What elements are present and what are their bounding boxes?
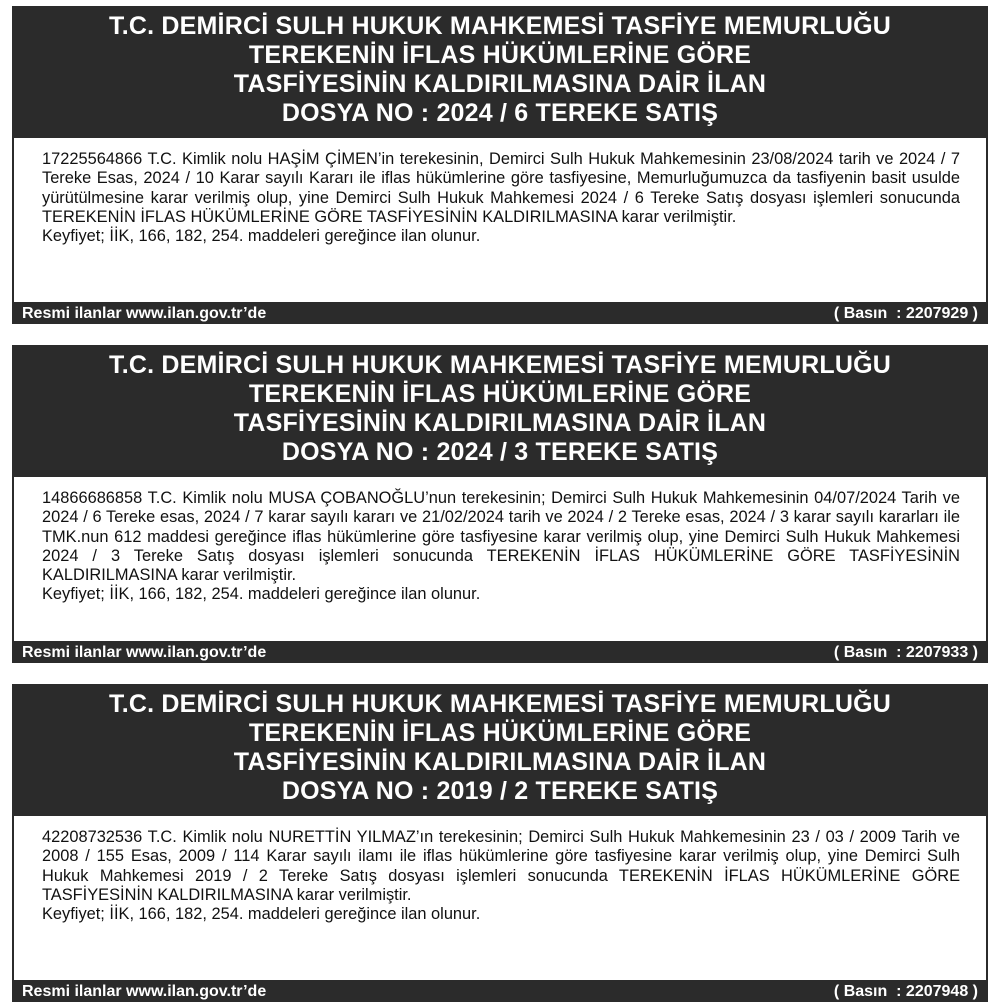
- notice-website-link[interactable]: Resmi ilanlar www.ilan.gov.tr’de: [22, 983, 267, 1000]
- notice-header-subject: TEREKENİN İFLAS HÜKÜMLERİNE GÖRE: [248, 380, 752, 408]
- notice-header-file-no: DOSYA NO : 2024 / 3 TEREKE SATIŞ: [281, 438, 719, 466]
- notice-closing-text: Keyfiyet; İİK, 166, 182, 254. maddeleri gereğince ilan olunur.: [42, 227, 481, 246]
- notice-2: [12, 345, 988, 663]
- notice-website-link[interactable]: Resmi ilanlar www.ilan.gov.tr’de: [22, 305, 267, 322]
- notice-body-text: 42208732536 T.C. Kimlik nolu NURETTİN YILMAZ’ın terekesinin; Demirci Sulh Hukuk Mahkemesinin 23 / 03 / 2009 Tarih ve 2008 / 155 Esas, 2009 / 114 Karar sayılı ilamı ile iflas hükümlerine göre tasfiyesine karar verilmiş olup, yine Demirci Sulh Hukuk Mahkemesi 2019 / 2 Tereke Satış dosyası işlemleri sonucunda TEREKENİN İFLAS HÜKÜMLERİNE GÖRE TASFİYESİNİN KALDIRILMASINA karar verilmiştir.: [42, 828, 960, 904]
- notice-header-title: TASFİYESİNİN KALDIRILMASINA DAİR İLAN: [233, 70, 767, 98]
- notice-header-file-no: DOSYA NO : 2019 / 2 TEREKE SATIŞ: [281, 777, 719, 805]
- notice-closing-text: Keyfiyet; İİK, 166, 182, 254. maddeleri gereğince ilan olunur.: [42, 905, 481, 924]
- notice-body-text: 17225564866 T.C. Kimlik nolu HAŞİM ÇİMEN’in terekesinin, Demirci Sulh Hukuk Mahkemesinin 23/08/2024 tarih ve 2024 / 7 Tereke Esas, 2024 / 10 Karar sayılı Kararı ile iflas hükümlerine göre tasfiyesine, Memurluğumuzca da tasfiyenin basit usulde yürütülmesine karar verilmiş olup, yine Demirci Sulh Hukuk Mahkemesi 2024 / 6 Tereke Satış dosyası işlemleri sonucunda TEREKENİN İFLAS HÜKÜMLERİNE GÖRE TASFİYESİNİN KALDIRILMASINA karar verilmiştir.: [42, 150, 960, 226]
- notice-body: [12, 816, 988, 980]
- notice-footer: [12, 641, 988, 663]
- notice-header-title: TASFİYESİNİN KALDIRILMASINA DAİR İLAN: [233, 748, 767, 776]
- notice-header-title: TASFİYESİNİN KALDIRILMASINA DAİR İLAN: [233, 409, 767, 437]
- notice-website-link[interactable]: Resmi ilanlar www.ilan.gov.tr’de: [22, 644, 267, 661]
- notice-header-subject: TEREKENİN İFLAS HÜKÜMLERİNE GÖRE: [248, 41, 752, 69]
- notice-header: [12, 345, 988, 477]
- notice-3: [12, 684, 988, 1002]
- notice-body: [12, 477, 988, 641]
- notice-header-authority: T.C. DEMİRCİ SULH HUKUK MAHKEMESİ TASFİYE MEMURLUĞU: [109, 690, 891, 718]
- notice-footer: [12, 302, 988, 324]
- notice-header: [12, 6, 988, 138]
- notice-1: [12, 6, 988, 324]
- notice-header-file-no: DOSYA NO : 2024 / 6 TEREKE SATIŞ: [281, 99, 719, 127]
- notice-closing-text: Keyfiyet; İİK, 166, 182, 254. maddeleri gereğince ilan olunur.: [42, 585, 481, 604]
- notice-header-authority: T.C. DEMİRCİ SULH HUKUK MAHKEMESİ TASFİYE MEMURLUĞU: [109, 12, 891, 40]
- notice-header: [12, 684, 988, 816]
- notice-press-number: ( Basın : 2207948 ): [833, 983, 978, 1000]
- notice-header-authority: T.C. DEMİRCİ SULH HUKUK MAHKEMESİ TASFİYE MEMURLUĞU: [109, 351, 891, 379]
- notice-body: [12, 138, 988, 302]
- notice-header-subject: TEREKENİN İFLAS HÜKÜMLERİNE GÖRE: [248, 719, 752, 747]
- notice-press-number: ( Basın : 2207933 ): [833, 644, 978, 661]
- notice-press-number: ( Basın : 2207929 ): [833, 305, 978, 322]
- notice-footer: [12, 980, 988, 1002]
- notice-body-text: 14866686858 T.C. Kimlik nolu MUSA ÇOBANOĞLU’nun terekesinin; Demirci Sulh Hukuk Mahkemesinin 04/07/2024 Tarih ve 2024 / 6 Tereke esas, 2024 / 7 karar sayılı kararı ve 21/02/2024 tarih ve 2024 / 2 Tereke esas, 2024 / 3 karar sayılı kararları ile TMK.nun 612 maddesi gereğince iflas hükümlerine göre tasfiyesine karar verilmiş olup, yine Demirci Sulh Hukuk Mahkemesi 2024 / 3 Tereke Satış dosyası işlemleri sonucunda TEREKENİN İFLAS HÜKÜMLERİNE GÖRE TASFİYESİNİN KALDIRILMASINA karar verilmiştir.: [42, 489, 960, 585]
